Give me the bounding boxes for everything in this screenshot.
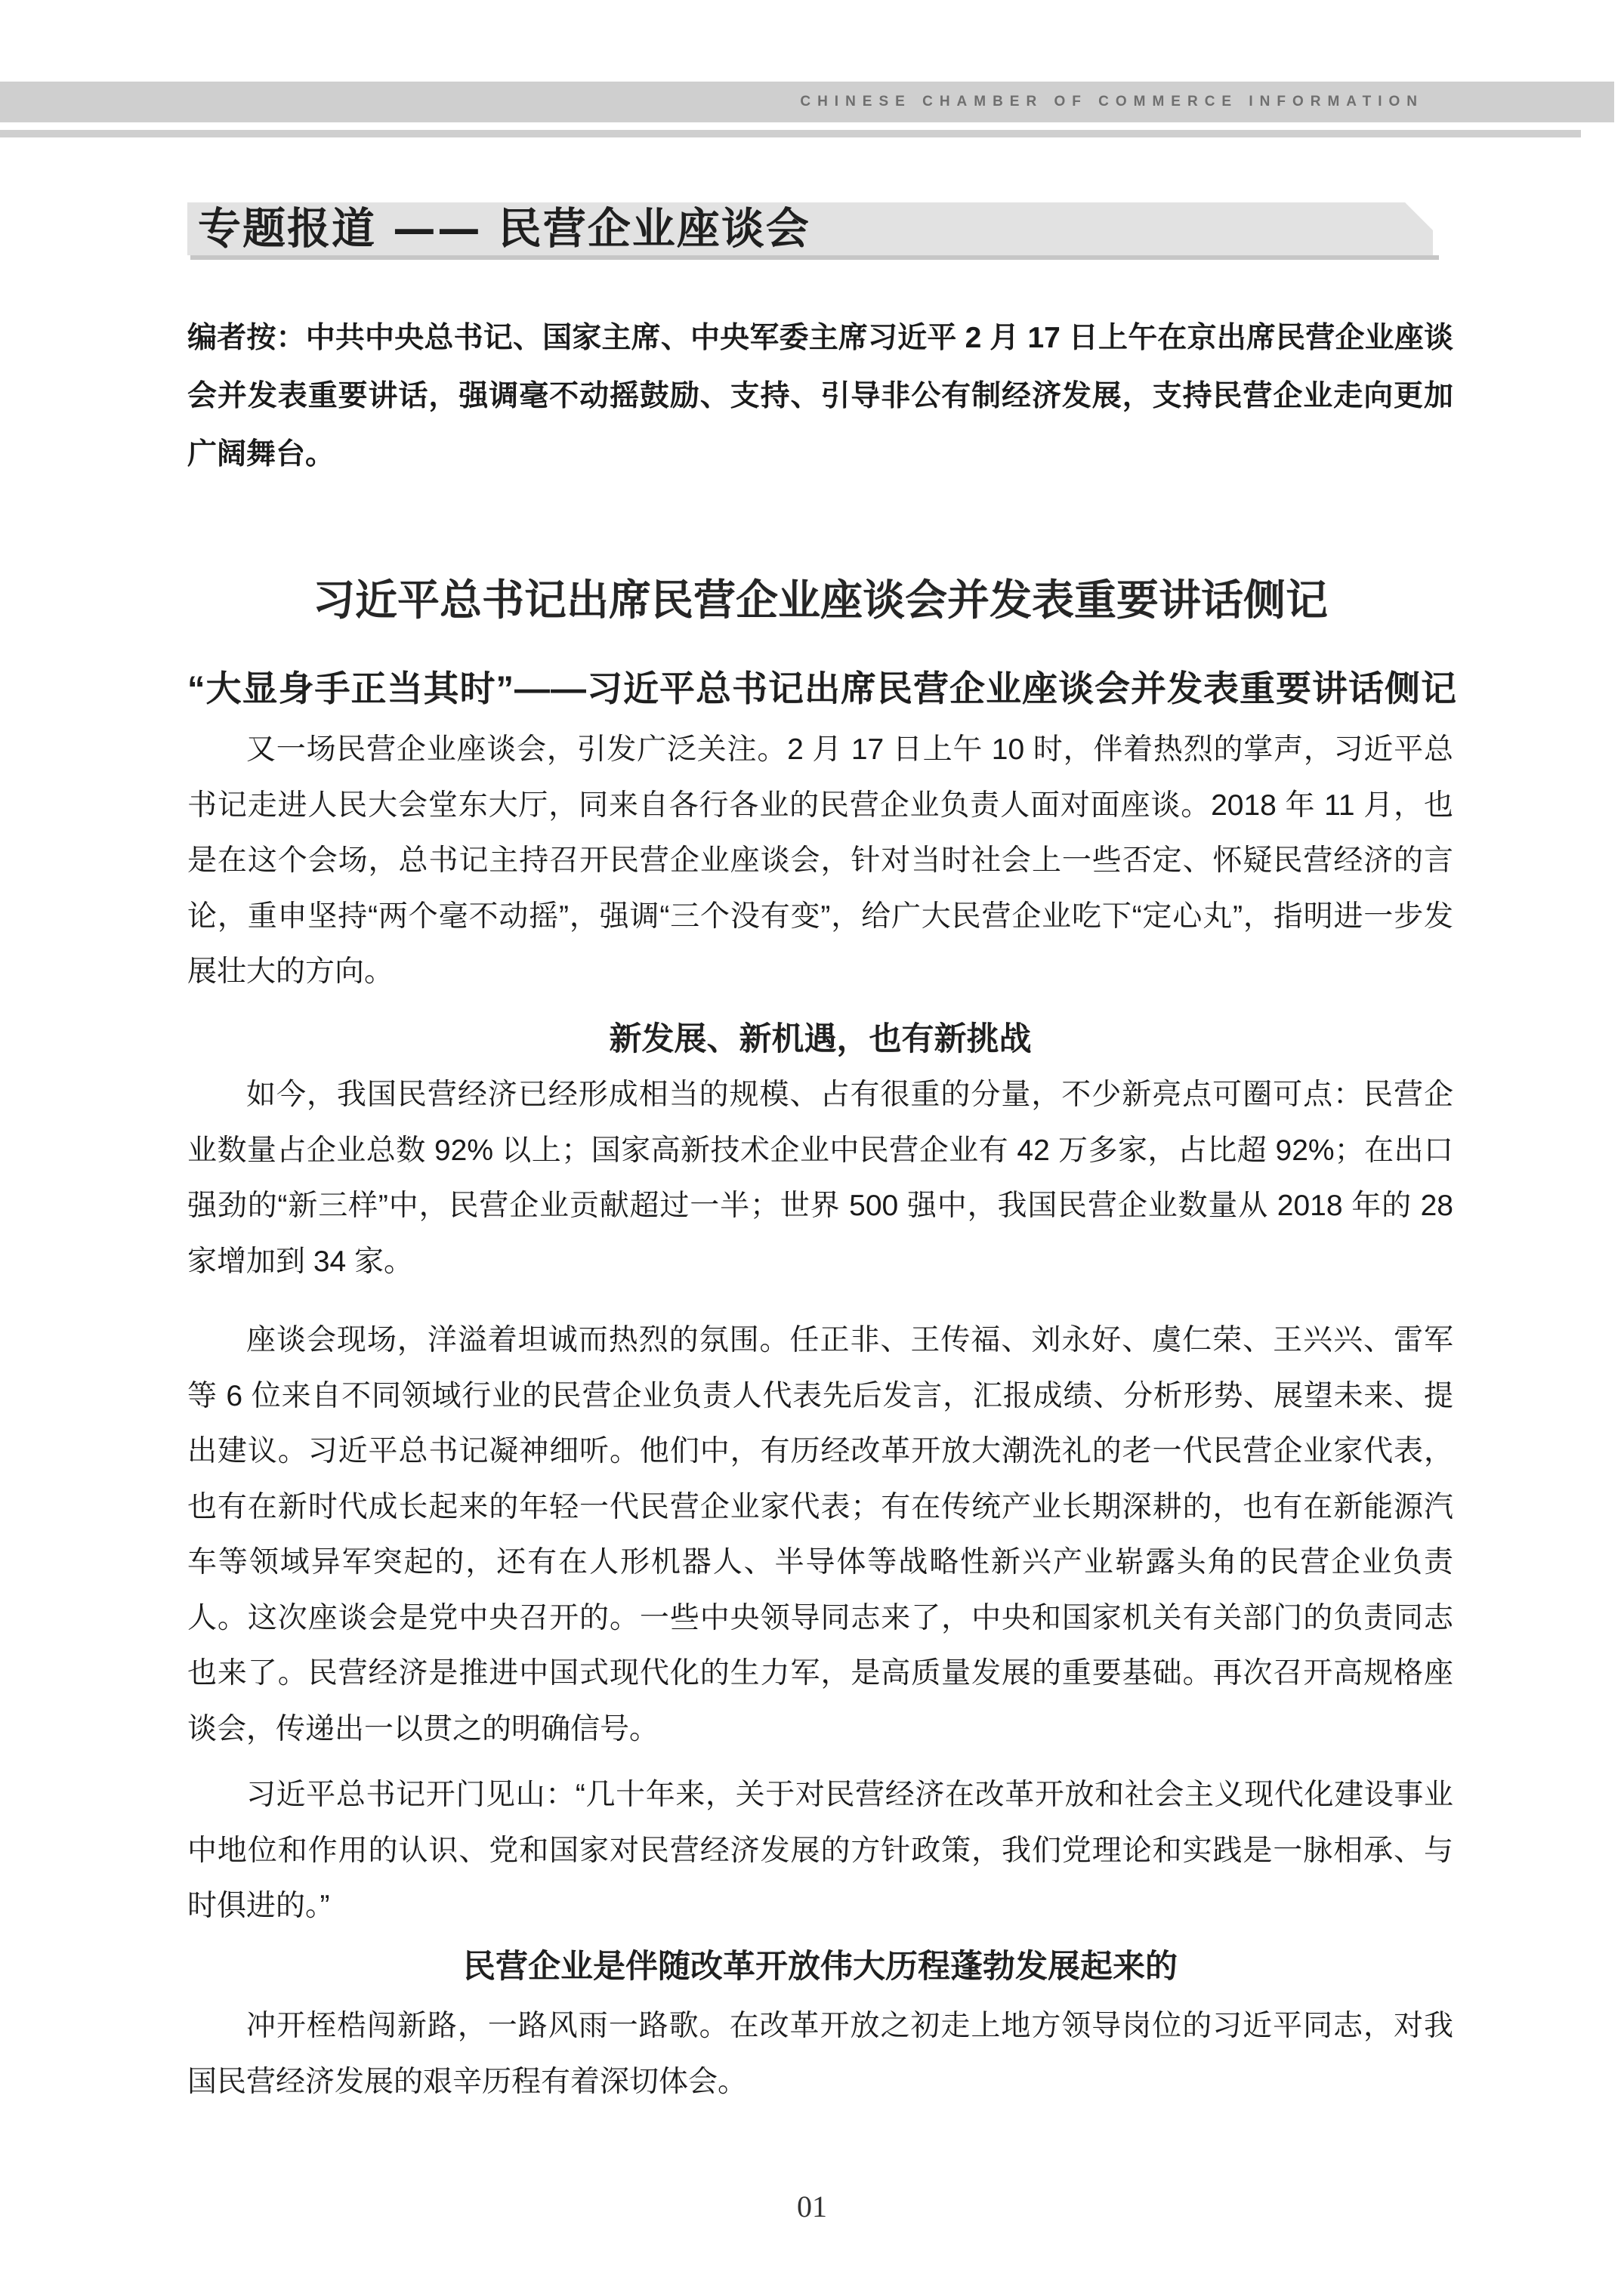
page-number: 01 bbox=[797, 2190, 827, 2224]
banner-shadow bbox=[190, 255, 1439, 260]
paragraph: 座谈会现场，洋溢着坦诚而热烈的氛围。任正非、王传福、刘永好、虞仁荣、王兴兴、雷军等 6 位来自不同领域行业的民营企业负责人代表先后发言，汇报成绩、分析形势、展望未来、提出建议。习近平总书记凝神细听。他们中，有历经改革开放大潮洗礼的老一代民营企业家代表，也有在新时代成长起来的年轻一代民营企业家代表；有在传统产业长期深耕的，也有在新能源汽车等领域异军突起的，还有在人形机器人、半导体等战略性新兴产业崭露头角的民营企业负责人。这次座谈会是党中央召开的。一些中央领导同志来了，中央和国家机关有关部门的负责同志也来了。民营经济是推进中国式现代化的生力军，是高质量发展的重要基础。再次召开高规格座谈会，传递出一以贯之的明确信号。 bbox=[187, 1324, 1453, 1745]
paragraph: 习近平总书记开门见山：“几十年来，关于对民营经济在改革开放和社会主义现代化建设事业中地位和作用的认识、党和国家对民营经济发展的方针政策，我们党理论和实践是一脉相承、与时俱进的。” bbox=[187, 1779, 1453, 1922]
accent-band bbox=[0, 130, 1581, 137]
article-title: 习近平总书记出席民营企业座谈会并发表重要讲话侧记 bbox=[313, 576, 1328, 624]
section-heading: 新发展、新机遇，也有新挑战 bbox=[609, 1021, 1032, 1057]
article-subtitle: “大显身手正当其时”——习近平总书记出席民营企业座谈会并发表重要讲话侧记 bbox=[187, 668, 1457, 708]
banner-title: 专题报道 —— 民营企业座谈会 bbox=[198, 203, 810, 254]
editors-note: 编者按：中共中央总书记、国家主席、中央军委主席习近平 2 月 17 日上午在京出席民营企业座谈会并发表重要讲话，强调毫不动摇鼓励、支持、引导非公有制经济发展，支持民营企业走向更加广阔舞台。 bbox=[187, 322, 1453, 471]
section-heading: 民营企业是伴随改革开放伟大历程蓬勃发展起来的 bbox=[463, 1949, 1178, 1985]
paragraph: 如今，我国民营经济已经形成相当的规模、占有很重的分量，不少新亮点可圈可点：民营企业数量占企业总数 92% 以上；国家高新技术企业中民营企业有 42 万多家，占比超 92%；在出口强劲的“新三样”中，民营企业贡献超过一半；世界 500 强中，我国民营企业数量从 2018 年的 28 家增加到 34 家。 bbox=[187, 1079, 1453, 1278]
paragraph: 又一场民营企业座谈会，引发广泛关注。2 月 17 日上午 10 时，伴着热烈的掌声，习近平总书记走进人民大会堂东大厅，同来自各行各业的民营企业负责人面对面座谈。2018 年 11 月，也是在这个会场，总书记主持召开民营企业座谈会，针对当时社会上一些否定、怀疑民营经济的言论，重申坚持“两个毫不动摇”，强调“三个没有变”，给广大民营企业吃下“定心丸”，指明进一步发展壮大的方向。 bbox=[187, 733, 1453, 988]
paragraph: 冲开桎梏闯新路，一路风雨一路歌。在改革开放之初走上地方领导岗位的习近平同志，对我国民营经济发展的艰辛历程有着深切体会。 bbox=[187, 2010, 1453, 2098]
masthead-text: CHINESE CHAMBER OF COMMERCE INFORMATION bbox=[800, 94, 1424, 110]
